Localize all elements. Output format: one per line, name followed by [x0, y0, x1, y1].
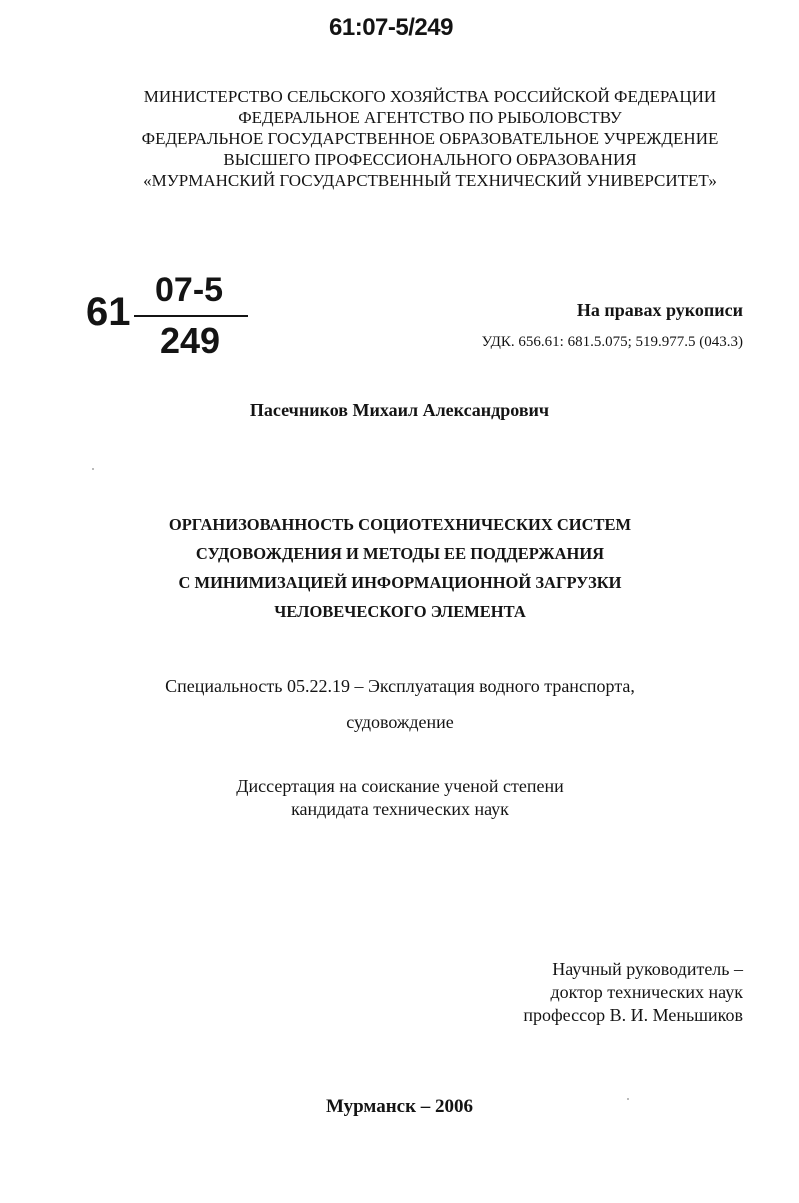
organization-line: ФЕДЕРАЛЬНОЕ АГЕНТСТВО ПО РЫБОЛОВСТВУ — [238, 108, 622, 127]
organization-line: ВЫСШЕГО ПРОФЕССИОНАЛЬНОГО ОБРАЗОВАНИЯ — [223, 150, 637, 169]
organization-line: МИНИСТЕРСТВО СЕЛЬСКОГО ХОЗЯЙСТВА РОССИЙСКОЙ ФЕДЕРАЦИИ — [143, 87, 717, 106]
scan-speck — [627, 1098, 629, 1100]
title-line: ЧЕЛОВЕЧЕСКОГО ЭЛЕМЕНТА — [274, 602, 526, 621]
supervisor-line: доктор технических наук — [550, 982, 743, 1002]
degree-line: кандидата технических наук — [291, 799, 509, 819]
title-line: С МИНИМИЗАЦИЕЙ ИНФОРМАЦИОННОЙ ЗАГРУЗКИ — [178, 573, 622, 592]
degree-statement — [100, 775, 700, 821]
registry-numerator: 07-5 — [155, 271, 224, 309]
author-name: Пасечников Михаил Александрович — [249, 400, 550, 420]
registry-denominator: 249 — [160, 320, 221, 361]
organization-line: ФЕДЕРАЛЬНОЕ ГОСУДАРСТВЕННОЕ ОБРАЗОВАТЕЛЬНОЕ УЧРЕЖДЕНИЕ — [141, 129, 719, 148]
supervisor-block — [523, 958, 743, 1027]
organization-line: «МУРМАНСКИЙ ГОСУДАРСТВЕННЫЙ ТЕХНИЧЕСКИЙ УНИВЕРСИТЕТ» — [143, 171, 717, 190]
city-year: Мурманск – 2006 — [325, 1096, 474, 1117]
title-line: СУДОВОЖДЕНИЯ И МЕТОДЫ ЕЕ ПОДДЕРЖАНИЯ — [195, 544, 605, 563]
speciality-line: судовождение — [346, 712, 454, 732]
stamp-code: 61:07-5/249 — [329, 14, 453, 41]
organization-header — [120, 86, 740, 191]
title-line: ОРГАНИЗОВАННОСТЬ СОЦИОТЕХНИЧЕСКИХ СИСТЕМ — [168, 515, 632, 534]
rights-note: На правах рукописи — [576, 300, 743, 320]
degree-line: Диссертация на соискание ученой степени — [236, 776, 564, 796]
registry-fraction-line — [134, 315, 248, 317]
udk-code: УДК. 656.61: 681.5.075; 519.977.5 (043.3) — [481, 334, 743, 350]
supervisor-line: профессор В. И. Меньшиков — [523, 1005, 743, 1025]
scan-speck — [92, 468, 94, 470]
speciality-line: Специальность 05.22.19 – Эксплуатация водного транспорта, — [165, 676, 635, 696]
registry-prefix: 61 — [86, 290, 131, 334]
dissertation-title — [100, 510, 700, 626]
speciality — [100, 668, 700, 740]
supervisor-line: Научный руководитель – — [552, 959, 743, 979]
